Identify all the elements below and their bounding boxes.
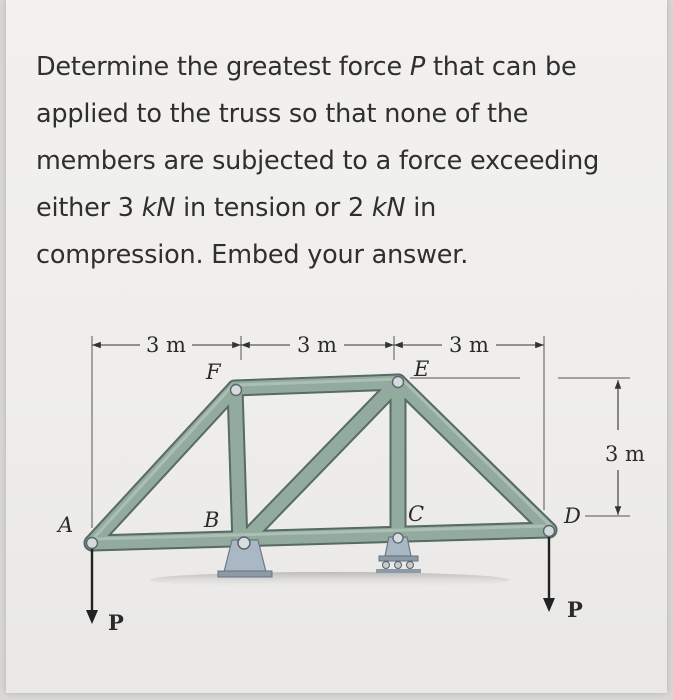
problem-line-5: compression. Embed your answer. <box>36 240 469 270</box>
node-label-e: E <box>414 357 430 381</box>
joint-a <box>87 538 98 549</box>
height-label: 3 m <box>605 442 645 466</box>
problem-line-2: applied to the truss so that none of the <box>36 99 529 129</box>
member-be <box>240 382 398 545</box>
joint-f <box>231 385 242 396</box>
node-label-b: B <box>204 508 220 532</box>
dimension-label-af: 3 m <box>146 333 186 357</box>
load-label-d: P <box>567 597 583 622</box>
problem-line-3: members are subjected to a force exceeding <box>36 146 600 176</box>
ground-shadow <box>150 572 510 588</box>
node-label-d: D <box>564 504 581 528</box>
node-label-f: F <box>206 360 221 384</box>
problem-line-4: either 3 kN in tension or 2 kN in <box>36 193 437 223</box>
variable-p: P <box>409 52 426 82</box>
problem-line-1: Determine the greatest force P that can be <box>36 52 577 82</box>
joint-e <box>393 377 404 388</box>
unit-kn: kN <box>141 193 176 223</box>
truss-members <box>92 379 551 545</box>
node-label-c: C <box>408 502 425 526</box>
unit-kn: kN <box>371 193 406 223</box>
joint-d <box>544 526 555 537</box>
dimension-label-fe: 3 m <box>297 333 337 357</box>
node-label-a: A <box>58 513 74 537</box>
dimension-label-ed: 3 m <box>449 333 489 357</box>
load-label-a: P <box>108 610 124 635</box>
member-fb <box>235 388 240 545</box>
